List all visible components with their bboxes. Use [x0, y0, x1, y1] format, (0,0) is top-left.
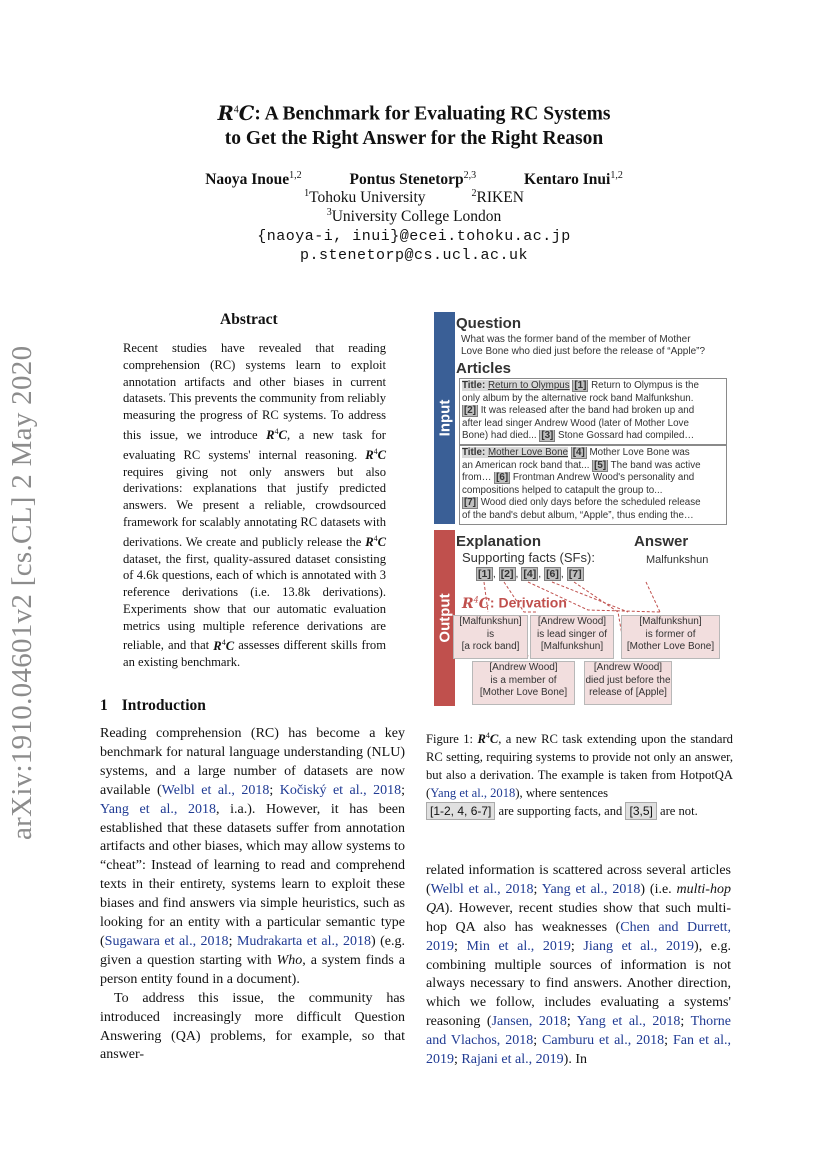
derivation-triple: [Malfunkshun] is [a rock band]	[453, 615, 528, 659]
abstract-body: Recent studies have revealed that reading comprehension (RC) systems learn to exploit annotation artifacts and other biases in current datasets. This prevents the community from reliably measuring the progress of RC systems. To address this issue, we introduce $R^4C$, a new task for evaluating RC systems' internal reasoning. $R^4C$ requires giving not only answers but also derivations: explanations that justify predicted answers. We present a reliable, crowdsourced framework for scalably annotating RC datasets with derivations. We create and publicly release the $R^4C$ dataset, the first, quality-assured dataset consisting of 4.6k questions, each of which is annotated with 3 reference derivations (i.e. 13.8k derivations). Experiments show that our automatic evaluation metrics using multiple reference derivations are reliable, and that $R^4C$ assesses different skills from an existing benchmark.	[123, 341, 386, 670]
intro-column-right	[426, 862, 731, 1070]
citation[interactable]: Min et al., 2019	[466, 938, 571, 954]
section-heading-introduction: 1 Introduction	[100, 697, 206, 714]
explanation-heading: Explanation	[456, 533, 542, 550]
link-line	[484, 582, 488, 612]
intro-paragraph-3: related information is scattered across several articles (Welbl et al., 2018; Yang et al., 2018) (i.e. multi-hop QA). However, recent studies show that such multi-hop QA also has weaknesses (Chen and Durrett, 2019; Min et al., 2019; Jiang et al., 2019), e.g. combining multiple sources of information is not always necessary to find answers. Another direction, which we follow, includes evaluating a systems' reasoning (Jansen, 2018; Yang et al., 2018; Thorne and Vlachos, 2018; Camburu et al., 2018; Fan et al., 2019; Rajani et al., 2019). In	[426, 863, 732, 1068]
author-1: Naoya Inoue$^{1,2}$	[205, 170, 302, 189]
author-list	[0, 170, 828, 189]
article-box-1: Title: Return to Olympus [1] Return to Olympus is the only album by the alternative rock band Malfunkshun. [2] It was released after the band had broken up and after lead singer Andrew Wood (later of Mother Love Bone) had died... [3] Stone Gossard had compiled…	[459, 378, 727, 445]
derivation-triple: [Malfunkshun] is former of [Mother Love Bone]	[621, 615, 720, 659]
citation[interactable]: Mudrakarta et al., 2018	[236, 933, 371, 949]
link-line	[646, 582, 660, 612]
citation[interactable]: Yang et al., 2018	[576, 1014, 681, 1030]
derivation-triple: [Andrew Wood] is lead singer of [Malfunkshun]	[530, 615, 614, 659]
citation[interactable]: Kočiský et al., 2018	[279, 782, 402, 798]
citation[interactable]: Welbl et al., 2018	[161, 782, 270, 798]
figure-1	[428, 312, 738, 712]
supporting-facts-label: Supporting facts (SFs):	[462, 550, 595, 565]
author-2: Pontus Stenetorp$^{2,3}$	[349, 170, 477, 189]
citation[interactable]: Camburu et al., 2018	[542, 1033, 665, 1049]
citation[interactable]: Chen and Durrett, 2019	[426, 919, 731, 954]
articles-heading: Articles	[456, 360, 512, 377]
answer-value: Malfunkshun	[646, 554, 709, 566]
citation[interactable]: Rajani et al., 2019	[461, 1052, 564, 1068]
link-line	[552, 582, 628, 612]
non-supporting-facts-box: [3,5]	[625, 802, 656, 820]
figure-caption: Figure 1: $R^4C$, a new RC task extending upon the standard RC setting, requiring systems to provide not only an answer, but also a derivation. The example is taken from HotpotQA (Yang et al., 2018), where sentences [1-2, 4, 6-7] are supporting facts, and [3,5] are not.	[426, 731, 733, 819]
derivation-label: $R^4C$: Derivation	[462, 594, 567, 612]
citation[interactable]: Fan et al., 2019	[426, 1033, 732, 1068]
email-2[interactable]: p.stenetorp@cs.ucl.ac.uk	[299, 247, 529, 264]
sf-tags: [1] , [2] , [4] , [6] , [7]	[478, 568, 582, 580]
link-line	[528, 582, 660, 612]
intro-paragraph-1: Reading comprehension (RC) has become a key benchmark for natural language understanding (NLU) systems, and a large number of datasets are now available (Welbl et al., 2018; Kočiský et al., 2018; Yang et al., 2018, i.a.). However, it has been established that these datasets suffer from annotation artifacts and other biases, which may allow systems to “cheat”: Instead of learning to read and comprehend texts in their entirety, systems learn to exploit these biases and find answers via simple heuristics, such as looking for an entity with a particular semantic type (Sugawara et al., 2018; Mudrakarta et al., 2018) (e.g. given a question starting with Who, a system finds a person entity found in a document).	[100, 726, 406, 987]
citation[interactable]: Welbl et al., 2018	[430, 881, 534, 897]
citation[interactable]: Yang et al., 2018	[430, 786, 516, 801]
question-text-2: Love Bone who died just before the release of “Apple”?	[461, 346, 706, 357]
citation[interactable]: Sugawara et al., 2018	[104, 933, 229, 949]
citation[interactable]: Jiang et al., 2019	[583, 938, 695, 954]
article-box-2: Title: Mother Love Bone [4] Mother Love Bone was an American rock band that... [5] The band was active from… [6] Frontman Andrew Wood's personality and compositions helped to catapult the group to... [7] Wood died only days before the scheduled release of the band's debut album, “Apple”, thus ending the…	[459, 445, 727, 525]
citation[interactable]: Yang et al., 2018	[541, 881, 641, 897]
link-line	[504, 582, 538, 612]
derivation-triple: [Andrew Wood] died just before the release of [Apple]	[584, 661, 672, 705]
supporting-facts-box: [1-2, 4, 6-7]	[426, 802, 495, 820]
r4c-logo: $R^4C$	[462, 595, 490, 612]
citation[interactable]: Yang et al., 2018	[100, 801, 216, 817]
affiliation-line-1: $^1$Tohoku University $^2$RIKEN	[304, 188, 524, 207]
r4c-logo: $R^4C$	[217, 101, 255, 125]
arxiv-stamp: arXiv:1910.04601v2 [cs.CL] 2 May 2020	[6, 345, 38, 840]
question-heading: Question	[456, 315, 522, 332]
citation[interactable]: Thorne and Vlachos, 2018	[426, 1014, 731, 1049]
output-bar: Output	[434, 530, 455, 706]
email-1[interactable]: {naoya-i, inui}@ecei.tohoku.ac.jp	[257, 228, 571, 245]
author-3: Kentaro Inui$^{1,2}$	[524, 170, 623, 189]
input-bar: Input	[434, 312, 455, 524]
citation[interactable]: Jansen, 2018	[491, 1014, 567, 1030]
answer-heading: Answer	[634, 533, 689, 550]
question-text-1: What was the former band of the member of Mother	[461, 334, 691, 345]
affiliation-line-2: $^3$University College London	[326, 207, 502, 226]
abstract-heading: Abstract	[220, 311, 278, 328]
paper-title: $R^4C$: A Benchmark for Evaluating RC Systems to Get the Right Answer for the Right Reason	[217, 101, 611, 149]
intro-paragraph-2: To address this issue, the community has introduced increasingly more difficult Question Answering (QA) problems, for example, so that answer-	[100, 990, 405, 1063]
intro-column-left	[100, 725, 405, 1065]
derivation-triple: [Andrew Wood] is a member of [Mother Love Bone]	[472, 661, 575, 705]
